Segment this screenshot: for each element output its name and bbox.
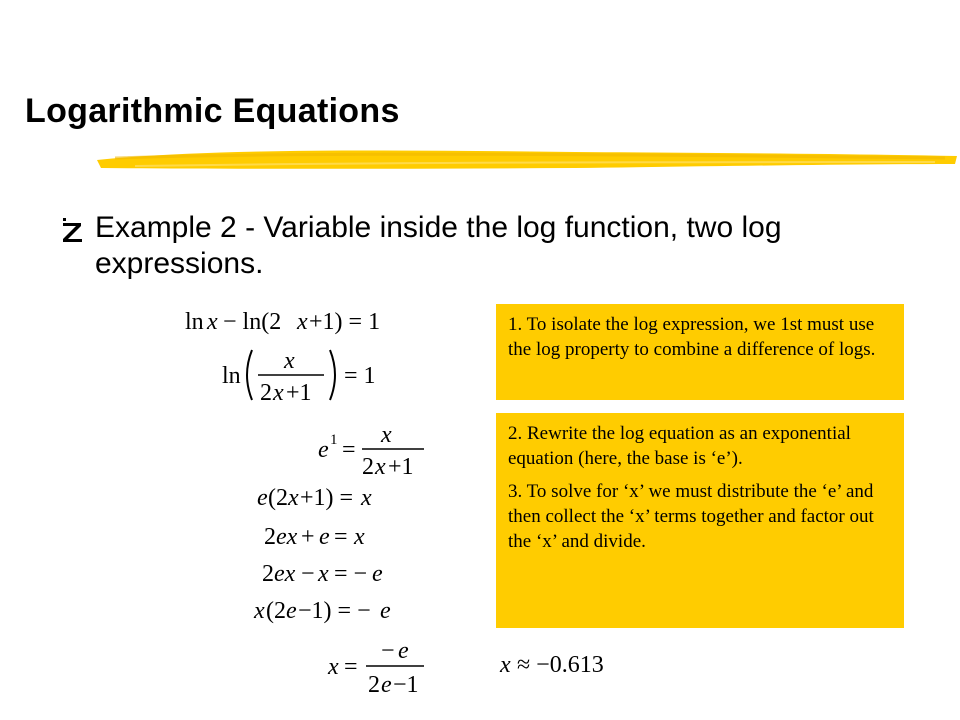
note-step-3: 3. To solve for ‘x’ we must distribute the ‘e’ and then collect the ‘x’ terms together and factor out the ‘x’ and divide. — [508, 481, 874, 552]
svg-text:x: x — [500, 652, 511, 678]
equations-text — [0, 0, 1, 1]
svg-text:+1: +1 — [286, 380, 312, 406]
z-bullet-icon — [60, 213, 86, 245]
svg-text:e: e — [318, 437, 329, 463]
svg-text:− ln(2: − ln(2 — [223, 309, 282, 335]
note-step-1: 1. To isolate the log expression, we 1st must use the log property to combine a difference of logs. — [496, 304, 904, 400]
slide-title: Logarithmic Equations — [25, 92, 400, 130]
svg-text:ex: ex — [276, 524, 298, 550]
svg-text:2: 2 — [260, 380, 272, 406]
note-steps-2-3 — [496, 413, 904, 628]
svg-text:=: = — [344, 654, 358, 680]
svg-text:x: x — [375, 454, 386, 480]
equation-7-graphic — [254, 594, 404, 626]
svg-text:e: e — [319, 524, 330, 550]
equation-1 — [185, 303, 385, 337]
svg-text:+1) =: +1) = — [300, 485, 354, 511]
svg-text:x: x — [354, 524, 365, 550]
svg-text:x: x — [207, 309, 218, 335]
svg-text:(2: (2 — [266, 598, 286, 624]
svg-text:2: 2 — [362, 454, 374, 480]
svg-text:e: e — [381, 672, 392, 698]
equation-1-text — [0, 0, 1, 1]
svg-text:−: − — [301, 561, 315, 587]
equation-7 — [254, 594, 404, 626]
svg-text:e: e — [398, 638, 409, 664]
svg-text:=: = — [334, 524, 348, 550]
svg-text:−: − — [381, 638, 395, 664]
svg-text:x: x — [361, 485, 372, 511]
equation-4 — [257, 481, 397, 513]
svg-text:x: x — [328, 654, 339, 680]
svg-text:x: x — [381, 422, 392, 448]
svg-text:=: = — [342, 437, 356, 463]
equation-4-graphic — [257, 481, 397, 513]
svg-text:2: 2 — [262, 561, 274, 587]
equation-1-graphic — [185, 303, 385, 337]
svg-text:2: 2 — [368, 672, 380, 698]
svg-text:ln: ln — [185, 309, 204, 335]
svg-text:e: e — [286, 598, 297, 624]
svg-text:+1) = 1: +1) = 1 — [309, 309, 381, 335]
equation-3 — [318, 418, 438, 480]
svg-text:+1: +1 — [388, 454, 414, 480]
svg-text:e: e — [380, 598, 391, 624]
equation-2-graphic — [222, 342, 382, 408]
svg-text:2: 2 — [264, 524, 276, 550]
svg-text:ln: ln — [222, 363, 241, 389]
svg-text:e: e — [257, 485, 268, 511]
title-underline-stroke — [95, 138, 960, 178]
svg-text:e: e — [372, 561, 383, 587]
svg-text:x: x — [284, 348, 295, 374]
equation-3-graphic — [318, 418, 438, 480]
bullet-item — [60, 210, 890, 282]
svg-text:ex: ex — [274, 561, 296, 587]
svg-text:x: x — [297, 309, 308, 335]
equation-2 — [222, 342, 382, 408]
svg-text:≈ −0.613: ≈ −0.613 — [517, 652, 604, 678]
equation-8-graphic — [328, 634, 438, 698]
svg-text:x: x — [288, 485, 299, 511]
svg-text:−1) = −: −1) = − — [298, 598, 371, 624]
svg-text:−1: −1 — [393, 672, 419, 698]
equation-5-graphic — [264, 520, 394, 552]
svg-text:= 1: = 1 — [344, 363, 376, 389]
svg-text:x: x — [254, 598, 265, 624]
svg-text:x: x — [318, 561, 329, 587]
equation-6-graphic — [262, 557, 402, 589]
equation-5 — [264, 520, 394, 552]
svg-text:= −: = − — [334, 561, 368, 587]
bullet-text: Example 2 - Variable inside the log function, two log expressions. — [95, 211, 782, 280]
equation-8 — [328, 634, 438, 698]
svg-text:1: 1 — [330, 432, 338, 448]
svg-text:(2: (2 — [268, 485, 288, 511]
equation-result-graphic — [500, 648, 620, 680]
equation-6 — [262, 557, 402, 589]
note-step-2: 2. Rewrite the log equation as an exponential equation (here, the base is ‘e’). — [508, 423, 851, 469]
svg-text:x: x — [273, 380, 284, 406]
svg-text:+: + — [301, 524, 315, 550]
equation-result — [500, 648, 620, 680]
